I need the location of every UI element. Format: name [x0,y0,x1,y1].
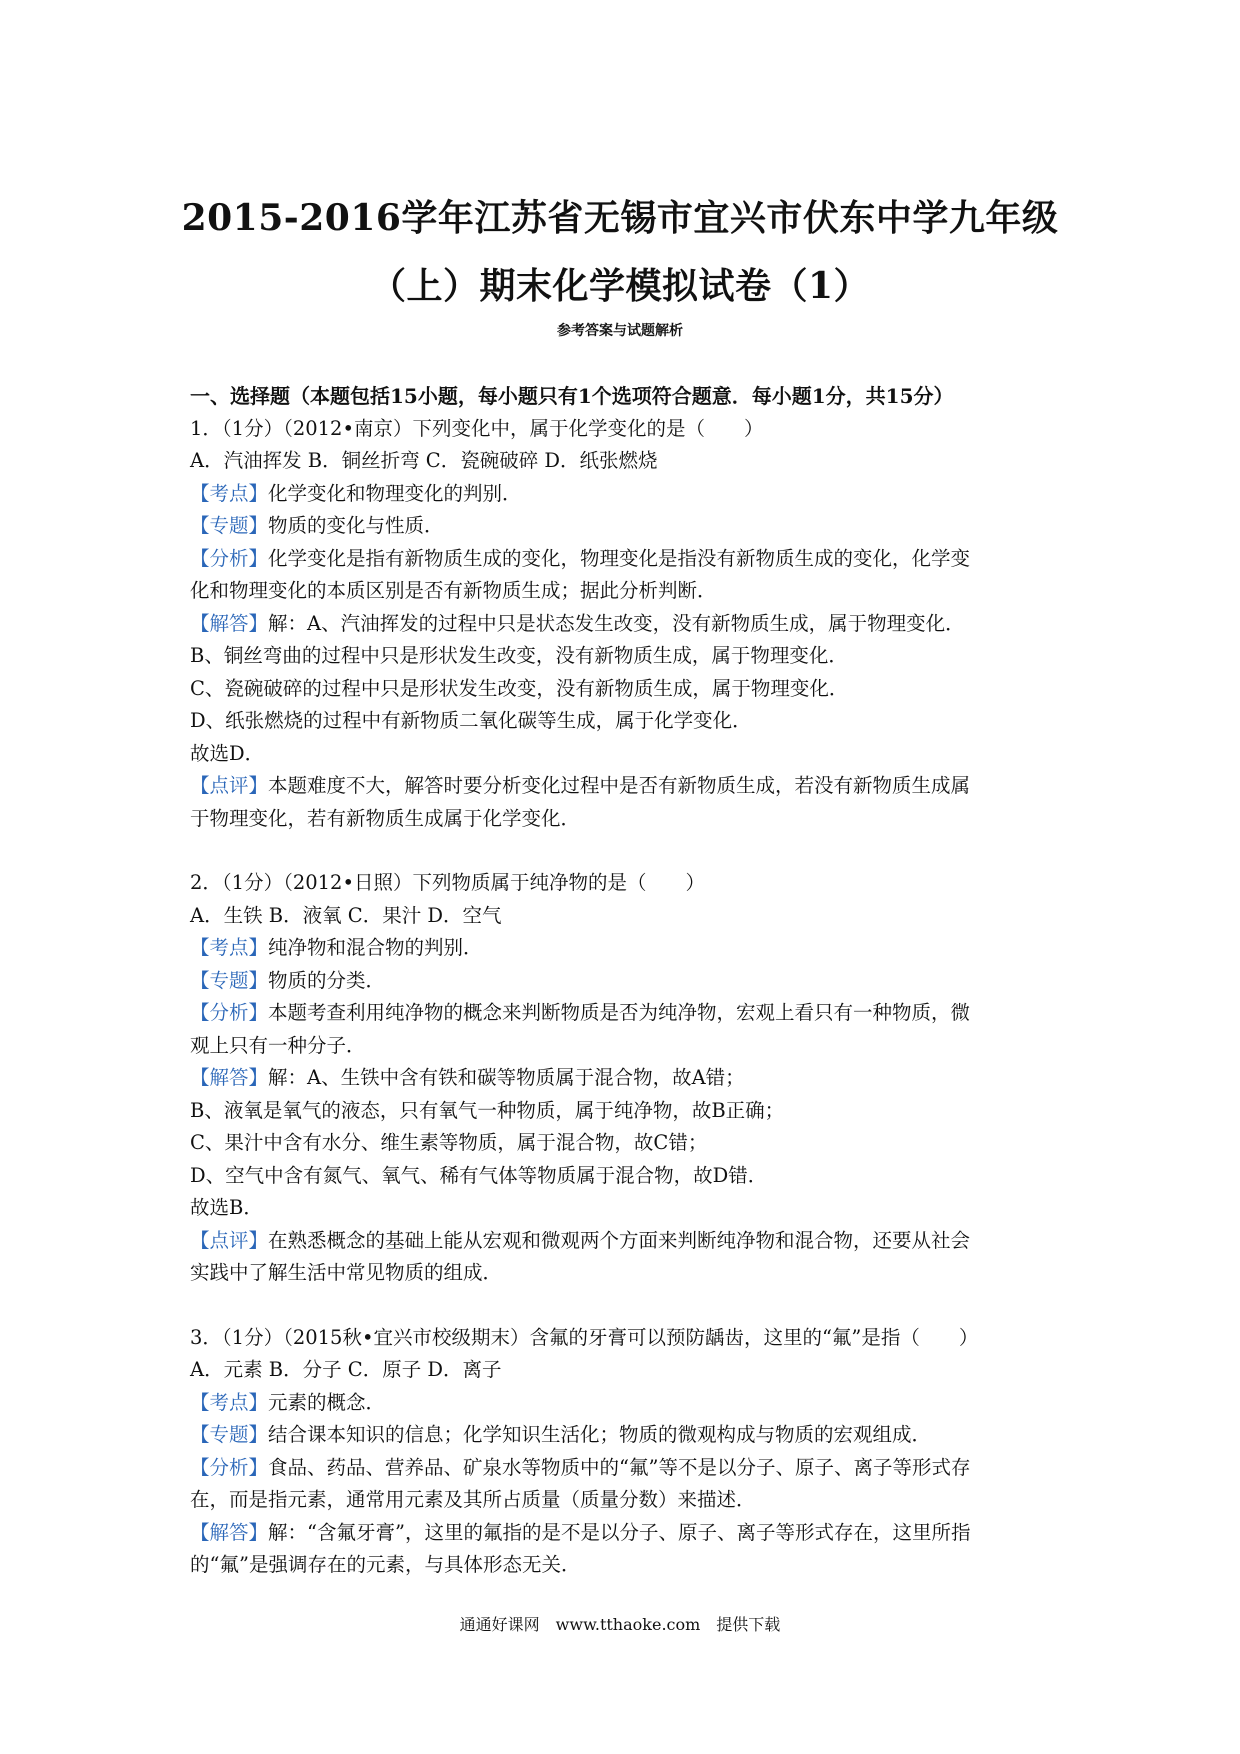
spacer [190,835,1070,867]
jieda-line: C、瓷碗破碎的过程中只是形状发生改变，没有新物质生成，属于物理变化． [190,676,849,700]
jieda-line: B、液氧是氧气的液态，只有氧气一种物质，属于纯净物，故B正确； [190,1098,785,1122]
jieda-line: D、纸张燃烧的过程中有新物质二氧化碳等生成，属于化学变化． [190,709,752,732]
zhuanti-tag: 【专题】 [190,514,269,537]
jieda-line: C、果汁中含有水分、维生素等物质，属于混合物，故C错； [190,1131,708,1154]
kaodian-tag: 【考点】 [190,1390,269,1414]
question-options: A．元素 B．分子 C．原子 D．离子 [190,1358,502,1381]
dianping-text: 在熟悉概念的基础上能从宏观和微观两个方面来判断纯净物和混合物，还要从社会 [268,1228,971,1252]
document-title-line-1: 2015-2016学年江苏省无锡市宜兴市伏东中学九年级 [181,197,1059,239]
jieda-line: B、铜丝弯曲的过程中只是形状发生改变，没有新物质生成，属于物理变化． [190,644,848,667]
jieda-text: 解：“含氟牙膏”，这里的氟指的是不是以分子、原子、离子等形式存在，这里所指 [268,1520,971,1544]
dianping-row [190,770,1070,803]
kaodian-tag: 【考点】 [190,481,269,505]
fenxi-text: 食品、药品、营养品、矿泉水等物质中的“氟”等不是以分子、原子、离子等形式存 [268,1455,971,1479]
jieda-line: D、空气中含有氮气、氧气、稀有气体等物质属于混合物，故D错． [190,1163,768,1187]
jieda-tag: 【解答】 [190,1066,269,1089]
jieda-row [190,608,1070,641]
fenxi-tag: 【分析】 [190,546,269,570]
answer-line: 故选B． [190,1196,263,1219]
zhuanti-row [190,1419,1070,1452]
dianping-row [190,1225,1070,1258]
zhuanti-text: 物质的变化与性质． [268,514,444,537]
document-subtitle: 参考答案与试题解析 [557,323,683,339]
answer-line: 故选D． [190,741,265,765]
document-body [190,380,1070,1582]
zhuanti-tag: 【专题】 [190,968,269,992]
fenxi-continuation: 观上只有一种分子． [190,1033,366,1057]
jieda-text: 解：A、生铁中含有铁和碳等物质属于混合物，故A错； [268,1066,745,1089]
question-stem: 1．（1分）（2012•南京）下列变化中，属于化学变化的是（ ） [190,416,764,440]
fenxi-text: 化学变化是指有新物质生成的变化，物理变化是指没有新物质生成的变化，化学变 [268,546,971,570]
fenxi-row [190,1452,1070,1485]
jieda-row [190,1517,1070,1550]
dianping-continuation: 于物理变化，若有新物质生成属于化学变化． [190,806,581,830]
kaodian-text: 化学变化和物理变化的判别． [268,481,522,505]
zhuanti-text: 物质的分类． [268,968,386,992]
section-heading: 一、选择题（本题包括15小题，每小题只有1个选项符合题意．每小题1分，共15分） [190,384,954,408]
dianping-text: 本题难度不大，解答时要分析变化过程中是否有新物质生成，若没有新物质生成属 [268,774,971,797]
question-3 [190,1322,1070,1582]
zhuanti-tag: 【专题】 [190,1423,269,1446]
dianping-tag: 【点评】 [190,1228,269,1252]
fenxi-tag: 【分析】 [190,1001,269,1024]
document-title-line-2: （上）期末化学模拟试卷（1） [369,265,871,307]
spacer [190,1290,1070,1322]
fenxi-tag: 【分析】 [190,1455,269,1479]
fenxi-continuation: 化和物理变化的本质区别是否有新物质生成；据此分析判断． [190,579,717,602]
dianping-tag: 【点评】 [190,774,269,797]
question-stem: 2．（1分）（2012•日照）下列物质属于纯净物的是（ ） [190,871,705,894]
kaodian-tag: 【考点】 [190,936,269,959]
jieda-text: 解：A、汽油挥发的过程中只是状态发生改变，没有新物质生成，属于物理变化． [268,611,965,635]
jieda-continuation: 的“氟”是强调存在的元素，与具体形态无关． [190,1553,581,1576]
zhuanti-row [190,510,1070,543]
fenxi-row [190,543,1070,576]
fenxi-row [190,997,1070,1030]
zhuanti-text: 结合课本知识的信息；化学知识生活化；物质的微观构成与物质的宏观组成． [268,1423,932,1446]
fenxi-text: 本题考查利用纯净物的概念来判断物质是否为纯净物，宏观上看只有一种物质，微 [268,1001,971,1024]
kaodian-row [190,478,1070,511]
question-options: A．生铁 B．液氧 C．果汁 D．空气 [190,903,502,927]
question-1 [190,413,1070,836]
jieda-tag: 【解答】 [190,611,269,635]
page-footer: 通通好课网 www.tthaoke.com 提供下载 [459,1615,781,1634]
fenxi-continuation: 在，而是指元素，通常用元素及其所占质量（质量分数）来描述． [190,1488,756,1511]
zhuanti-row [190,965,1070,998]
dianping-continuation: 实践中了解生活中常见物质的组成． [190,1261,503,1284]
jieda-tag: 【解答】 [190,1520,269,1544]
kaodian-row [190,1387,1070,1420]
jieda-row [190,1062,1070,1095]
question-2 [190,867,1070,1290]
kaodian-text: 元素的概念． [268,1390,386,1414]
kaodian-row [190,932,1070,965]
question-stem: 3．（1分）（2015秋•宜兴市校级期末）含氟的牙膏可以预防龋齿，这里的“氟”是指（ ） [190,1325,979,1349]
kaodian-text: 纯净物和混合物的判别． [268,936,483,959]
question-options: A．汽油挥发 B．铜丝折弯 C．瓷碗破碎 D．纸张燃烧 [190,449,658,472]
